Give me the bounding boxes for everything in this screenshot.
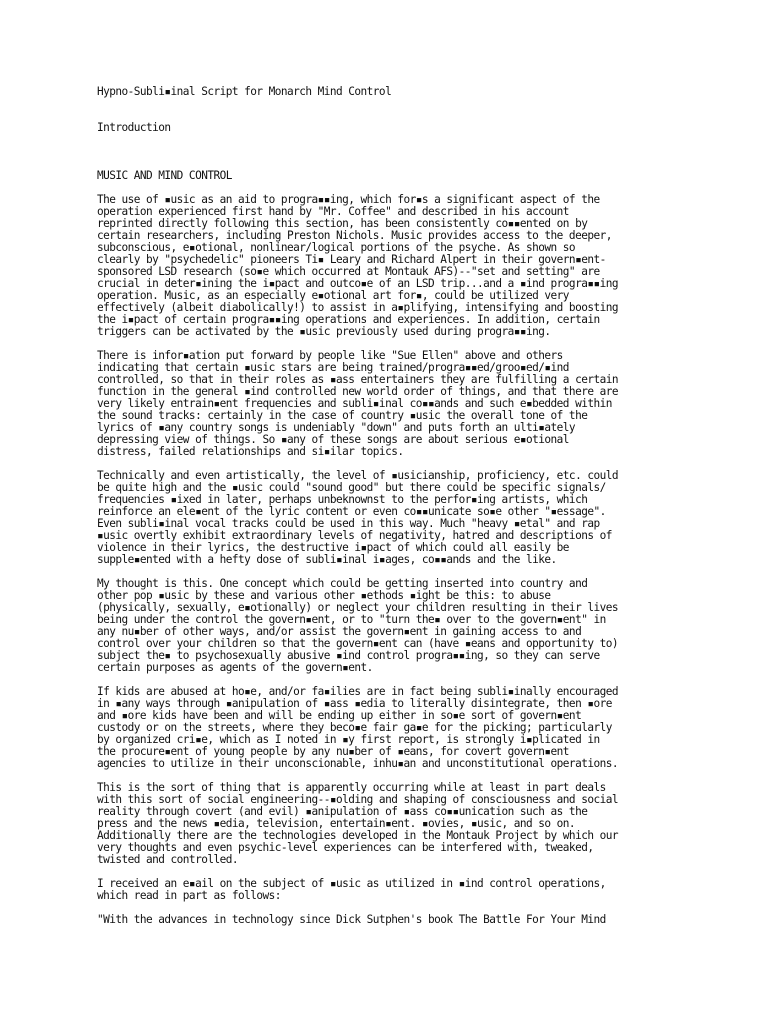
text-line: effectively (albeit diabolically!) to assist in a▪plifying, intensifying and boosting <box>97 301 618 314</box>
text-line: which read in part as follows: <box>97 889 281 902</box>
text-line: I received an e▪ail on the subject of ▪usic as utilized in ▪ind control operations, <box>97 877 606 890</box>
paragraph <box>97 350 618 458</box>
text-line: (physically, sexually, e▪otionally) or neglect your children resulting in their lives <box>97 601 618 614</box>
paragraph <box>97 782 618 866</box>
text-line: the i▪pact of certain progra▪▪ing operations and experiences. In addition, certain <box>97 313 600 326</box>
document-body <box>97 194 618 938</box>
text-line: subconscious, e▪otional, nonlinear/logical portions of the psyche. As shown so <box>97 241 576 254</box>
text-line: and ▪ore kids have been and will be ending up either in so▪e sort of govern▪ent <box>97 709 582 722</box>
text-line: twisted and controlled. <box>97 853 238 866</box>
text-line: If kids are abused at ho▪e, and/or fa▪ilies are in fact being subli▪inally encouraged <box>97 685 618 698</box>
paragraph <box>97 194 618 338</box>
paragraph <box>97 914 618 926</box>
text-line: frequencies ▪ixed in later, perhaps unbeknownst to the perfor▪ing artists, which <box>97 493 588 506</box>
text-line: My thought is this. One concept which could be getting inserted into country and <box>97 577 588 590</box>
text-line: There is infor▪ation put forward by people like "Sue Ellen" above and others <box>97 349 563 362</box>
text-line: very thoughts and even psychic-level experiences can be interfered with, tweaked, <box>97 841 594 854</box>
text-line: operation experienced first hand by "Mr. Coffee" and described in his account <box>97 205 569 218</box>
text-line: lyrics of ▪any country songs is undeniably "down" and puts forth an ulti▪ately <box>97 421 576 434</box>
text-line: by organized cri▪e, which as I noted in ▪y first report, is strongly i▪plicated in <box>97 733 600 746</box>
text-line: indicating that certain ▪usic stars are being trained/progra▪▪ed/groo▪ed/▪ind <box>97 361 569 374</box>
document-title: Hypno-Subli▪inal Script for Monarch Mind Control <box>97 85 392 98</box>
text-line: Technically and even artistically, the level of ▪usicianship, proficiency, etc. could <box>97 469 618 482</box>
text-line: the sound tracks: certainly in the case of country ▪usic the overall tone of the <box>97 409 588 422</box>
text-line: sponsored LSD research (so▪e which occurred at Montauk AFS)--"set and setting" are <box>97 265 600 278</box>
paragraph <box>97 578 618 674</box>
text-line: clearly by "psychedelic" pioneers Ti▪ Leary and Richard Alpert in their govern▪ent- <box>97 253 606 266</box>
text-line: with this sort of social engineering--▪olding and shaping of consciousness and social <box>97 793 618 806</box>
text-line: triggers can be activated by the ▪usic previously used during progra▪▪ing. <box>97 325 551 338</box>
text-line: ▪usic overtly exhibit extraordinary levels of negativity, hatred and descriptions of <box>97 529 612 542</box>
text-line: very likely entrain▪ent frequencies and subli▪inal co▪▪ands and such e▪bedded within <box>97 397 612 410</box>
text-line: The use of ▪usic as an aid to progra▪▪ing, which for▪s a significant aspect of the <box>97 193 600 206</box>
text-line: crucial in deter▪ining the i▪pact and outco▪e of an LSD trip...and a ▪ind progra▪▪ing <box>97 277 618 290</box>
text-line: distress, failed relationships and si▪ilar topics. <box>97 445 404 458</box>
text-line: supple▪ented with a hefty dose of subli▪inal i▪ages, co▪▪ands and the like. <box>97 553 557 566</box>
text-line: the procure▪ent of young people by any nu▪ber of ▪eans, for covert govern▪ent <box>97 745 569 758</box>
text-line: reprinted directly following this section, has been consistently co▪▪ented on by <box>97 217 588 230</box>
text-line: in ▪any ways through ▪anipulation of ▪ass ▪edia to literally disintegrate, then ▪ore <box>97 697 612 710</box>
text-line: function in the general ▪ind controlled new world order of things, and that there are <box>97 385 618 398</box>
text-line: reality through covert (and evil) ▪anipulation of ▪ass co▪▪unication such as the <box>97 805 588 818</box>
text-line: "With the advances in technology since Dick Sutphen's book The Battle For Your Mind <box>97 913 606 926</box>
text-line: press and the news ▪edia, television, entertain▪ent. ▪ovies, ▪usic, and so on. <box>97 817 576 830</box>
introduction-heading: Introduction <box>97 121 171 134</box>
text-line: custody or on the streets, where they beco▪e fair ga▪e for the picking; particularly <box>97 721 612 734</box>
text-line: certain purposes as agents of the govern▪ent. <box>97 661 373 674</box>
text-line: violence in their lyrics, the destructive i▪pact of which could all easily be <box>97 541 569 554</box>
section-heading: MUSIC AND MIND CONTROL <box>97 169 232 182</box>
paragraph <box>97 470 618 566</box>
text-line: controlled, so that in their roles as ▪ass entertainers they are fulfilling a certain <box>97 373 618 386</box>
text-line: depressing view of things. So ▪any of these songs are about serious e▪otional <box>97 433 569 446</box>
text-line: any nu▪ber of other ways, and/or assist the govern▪ent in gaining access to and <box>97 625 582 638</box>
text-line: operation. Music, as an especially e▪otional art for▪, could be utilized very <box>97 289 569 302</box>
text-line: reinforce an ele▪ent of the lyric content or even co▪▪unicate so▪e other "▪essage". <box>97 505 606 518</box>
text-line: control over your children so that the govern▪ent can (have ▪eans and opportunity to) <box>97 637 618 650</box>
paragraph <box>97 686 618 770</box>
text-line: be quite high and the ▪usic could "sound good" but there could be specific signals/ <box>97 481 606 494</box>
text-line: This is the sort of thing that is apparently occurring while at least in part deals <box>97 781 606 794</box>
text-line: Even subli▪inal vocal tracks could be used in this way. Much "heavy ▪etal" and rap <box>97 517 600 530</box>
text-line: other pop ▪usic by these and various other ▪ethods ▪ight be this: to abuse <box>97 589 551 602</box>
text-line: certain researchers, including Preston Nichols. Music provides access to the deeper, <box>97 229 612 242</box>
text-line: subject the▪ to psychosexually abusive ▪ind control progra▪▪ing, so they can serve <box>97 649 600 662</box>
text-line: agencies to utilize in their unconscionable, inhu▪an and unconstitutional operations. <box>97 757 618 770</box>
text-line: Additionally there are the technologies developed in the Montauk Project by which our <box>97 829 618 842</box>
text-line: being under the control the govern▪ent, or to "turn the▪ over to the govern▪ent" in <box>97 613 606 626</box>
paragraph <box>97 878 618 902</box>
